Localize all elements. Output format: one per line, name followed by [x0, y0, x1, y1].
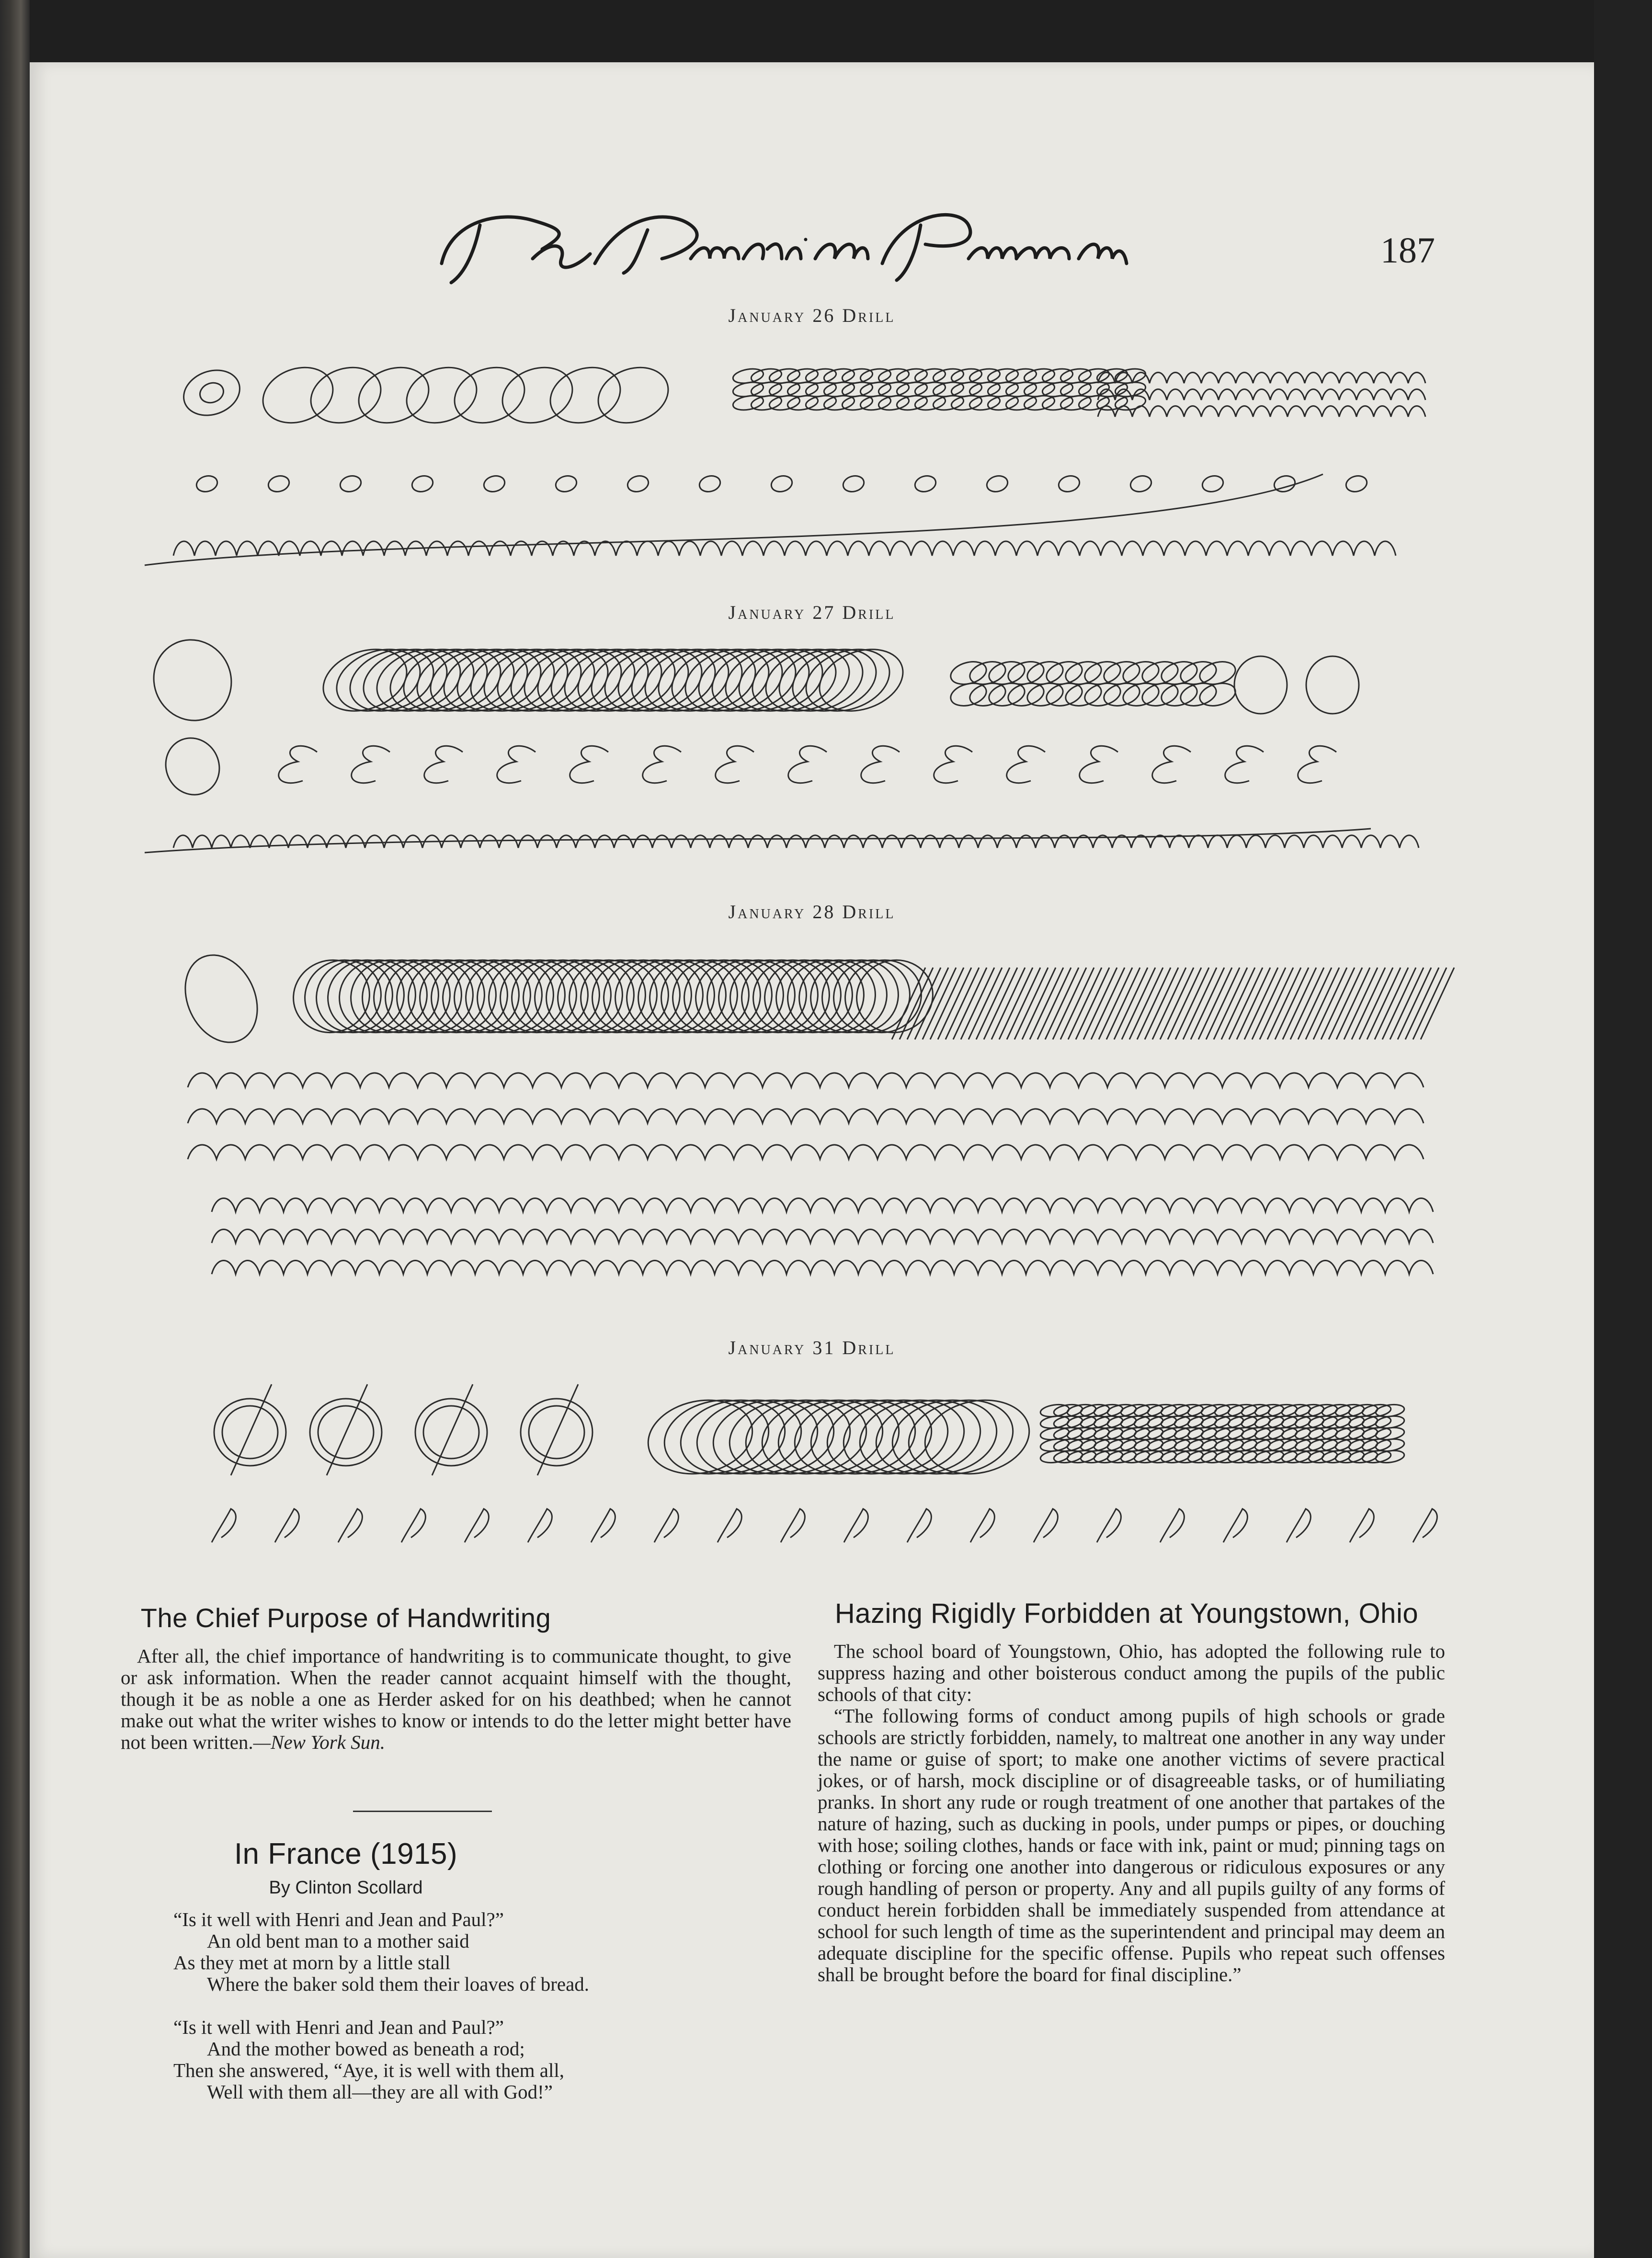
oval-stroke [800, 949, 897, 1043]
letter-stroke [279, 746, 317, 783]
scan-background [1594, 0, 1652, 2258]
slant-stroke [231, 1384, 272, 1475]
slant-stroke [432, 1384, 473, 1475]
drill-specimen-jan26 [30, 331, 1594, 580]
oval-stroke [639, 949, 736, 1043]
numeral-stroke [275, 1509, 299, 1542]
oval-stroke [570, 949, 667, 1043]
article-heading: The Chief Purpose of Handwriting [140, 1603, 551, 1633]
page-number: 187 [1380, 230, 1435, 271]
numeral-stroke [1223, 1509, 1247, 1542]
drill-title: January 31 Drill [728, 1337, 896, 1358]
letter-stroke [482, 474, 507, 494]
numeral-stroke [970, 1509, 994, 1542]
letter-stroke [698, 474, 722, 494]
oval-stroke [444, 949, 541, 1043]
oval-stroke [1306, 656, 1359, 714]
drill-specimen-jan31 [30, 1365, 1594, 1547]
oval-stroke [812, 949, 909, 1043]
letter-stroke [1098, 373, 1425, 384]
oval-stroke [283, 949, 380, 1043]
letter-stroke [173, 541, 1396, 556]
oval-stroke [766, 949, 863, 1043]
letter-stroke [1201, 474, 1225, 494]
letter-stroke [188, 1073, 1424, 1087]
oval-stroke [1197, 680, 1238, 709]
oval-stroke [329, 949, 426, 1043]
oval-stroke [547, 949, 644, 1043]
letter-stroke [352, 746, 390, 783]
letter-stroke [985, 474, 1010, 494]
magazine-page [30, 62, 1594, 2258]
numeral-stroke [1097, 1509, 1121, 1542]
article-body [818, 1641, 1445, 1985]
oval-stroke [421, 949, 518, 1043]
oval-stroke [352, 949, 449, 1043]
letter-stroke [1098, 406, 1425, 417]
oval-stroke [433, 949, 529, 1043]
oval-stroke [731, 949, 828, 1043]
letter-stroke [861, 746, 900, 783]
oval-stroke [513, 949, 610, 1043]
letter-stroke [842, 474, 866, 494]
numeral-stroke [528, 1509, 552, 1542]
poem-line: As they met at morn by a little stall [173, 1951, 451, 1973]
letter-stroke [1152, 746, 1191, 783]
numeral-stroke [654, 1509, 678, 1542]
letter-stroke [1273, 474, 1297, 494]
section-divider [353, 1811, 492, 1812]
oval-stroke [628, 949, 725, 1043]
oval-stroke [501, 949, 598, 1043]
numeral-stroke [1034, 1509, 1058, 1542]
oval-stroke [141, 627, 245, 733]
drill-specimen-jan28 [30, 924, 1594, 1308]
poem-line: Where the baker sold them their loaves of bread. [207, 1973, 590, 1995]
poem-line: An old bent man to a mother said [207, 1930, 469, 1952]
numeral-stroke [844, 1509, 868, 1542]
poem-body [173, 1909, 772, 2124]
poem-line: “Is it well with Henri and Jean and Paul?” [173, 2016, 504, 2038]
article-heading: Hazing Rigidly Forbidden at Youngstown, Ohio [834, 1598, 1419, 1629]
oval-stroke [295, 949, 391, 1043]
article-source: —New York Sun. [253, 1731, 385, 1753]
drill-title: January 27 Drill [728, 602, 896, 623]
oval-stroke [467, 949, 564, 1043]
letter-stroke [1007, 746, 1045, 783]
numeral-stroke [907, 1509, 931, 1542]
oval-stroke [685, 949, 782, 1043]
oval-stroke [662, 949, 759, 1043]
letter-stroke [195, 474, 219, 494]
oval-stroke [1234, 656, 1287, 714]
poem-stanza [173, 1909, 772, 1995]
letter-stroke [554, 474, 579, 494]
article-quote: “The following forms of conduct among pupils of high schools or grade schools are strictly forbidden, namely, to maltreat one another in any way under the name or guise of sport; to make one another victims of severe practical jokes, or of harsh, mock discipline or of disagreeable tasks, or of humiliating pranks. In short any rude or rough treatment of one another that partakes of the nature of hazing, such as ducking in pools, under pumps or pipes, or douching with hose; soiling clothes, hands or face with ink, paint or mud; pinning tags on clothing or forcing one another into dangerous or ridiculous exposures or any rough handling of person or property. Any and all pupils guilty of any forms of conduct herein forbidden shall be immediately suspended from attendance at school for such length of time as the superintendent and principal may deem an adequate discipline for the specific offense. Pupils who repeat such offenses shall be brought before the board for final discipline.” [818, 1705, 1445, 1985]
oval-stroke [375, 949, 472, 1043]
oval-stroke [582, 949, 679, 1043]
oval-stroke [341, 949, 437, 1043]
oval-stroke [743, 949, 840, 1043]
letter-stroke [770, 474, 794, 494]
letter-stroke [1129, 474, 1153, 494]
letter-stroke [934, 746, 972, 783]
oval-stroke [490, 949, 587, 1043]
letter-stroke [173, 835, 1419, 848]
letter-stroke [1298, 746, 1336, 783]
letter-stroke [410, 474, 435, 494]
slant-stroke [327, 1384, 367, 1475]
numeral-stroke [212, 1509, 236, 1542]
letter-stroke [188, 1109, 1424, 1123]
numeral-stroke [781, 1509, 805, 1542]
article-paragraph: The school board of Youngstown, Ohio, has adopted the following rule to suppress hazing and other boisterous conduct among the pupils of the public schools of that city: [818, 1640, 1445, 1705]
drill-specimen-jan27 [30, 627, 1594, 867]
oval-stroke [306, 949, 403, 1043]
oval-stroke [651, 949, 748, 1043]
letter-stroke [1344, 474, 1369, 494]
article-paragraph: After all, the chief importance of handwriting is to communicate thought, to give or ask information. When the reader cannot acquaint himself with the thought, though it be as noble a one as Herder asked for on his deathbed; when he cannot make out what the writer wishes to know or intends to do the letter might better have not been written. [121, 1645, 791, 1753]
letter-stroke [212, 1261, 1433, 1275]
letter-stroke [1057, 474, 1082, 494]
oval-stroke [318, 949, 414, 1043]
oval-stroke [524, 949, 621, 1043]
oval-stroke [197, 380, 227, 406]
letter-stroke [626, 474, 650, 494]
poem-byline: By Clinton Scollard [269, 1878, 423, 1898]
poem-title: In France (1915) [234, 1837, 458, 1870]
letter-stroke [212, 1198, 1433, 1212]
oval-stroke [823, 949, 920, 1043]
oval-stroke [593, 949, 690, 1043]
oval-stroke [708, 949, 805, 1043]
oval-stroke [789, 949, 886, 1043]
numeral-stroke [401, 1509, 425, 1542]
book-gutter [0, 0, 30, 2258]
poem-line: “Is it well with Henri and Jean and Paul?” [173, 1908, 504, 1930]
letter-stroke [913, 474, 938, 494]
oval-stroke [157, 729, 228, 803]
letter-stroke [212, 1230, 1433, 1243]
oval-stroke [456, 949, 552, 1043]
numeral-stroke [338, 1509, 362, 1542]
oval-stroke [720, 949, 817, 1043]
poem-stanza [173, 2017, 772, 2103]
numeral-stroke [1350, 1509, 1374, 1542]
oval-stroke [364, 949, 460, 1043]
oval-stroke [754, 949, 851, 1043]
masthead-logotype [422, 192, 1151, 297]
letter-stroke [788, 746, 827, 783]
letter-stroke [424, 746, 463, 783]
oval-stroke [387, 949, 483, 1043]
oval-stroke [536, 949, 633, 1043]
letter-stroke [267, 474, 291, 494]
letter-stroke [716, 746, 754, 783]
letter-stroke [1080, 746, 1118, 783]
oval-stroke [398, 949, 495, 1043]
drill-title: January 26 Drill [728, 305, 896, 326]
letter-stroke [570, 746, 608, 783]
letter-stroke [1098, 389, 1425, 400]
oval-stroke [177, 363, 246, 423]
oval-stroke [777, 949, 874, 1043]
numeral-stroke [1287, 1509, 1310, 1542]
numeral-stroke [718, 1509, 741, 1542]
poem-line: Then she answered, “Aye, it is well with them all, [173, 2059, 565, 2081]
numeral-stroke [1160, 1509, 1184, 1542]
letter-stroke [497, 746, 535, 783]
oval-stroke [697, 949, 794, 1043]
oval-stroke [605, 949, 702, 1043]
oval-stroke [479, 949, 575, 1043]
letter-stroke [339, 474, 363, 494]
poem-line: And the mother bowed as beneath a rod; [207, 2038, 525, 2060]
oval-stroke [410, 949, 506, 1043]
oval-stroke [835, 949, 932, 1043]
oval-stroke [616, 949, 713, 1043]
oval-stroke [559, 949, 656, 1043]
letter-stroke [1225, 746, 1264, 783]
oval-stroke [171, 943, 271, 1054]
numeral-stroke [465, 1509, 489, 1542]
numeral-stroke [1413, 1509, 1437, 1542]
slant-stroke [537, 1384, 578, 1475]
letter-stroke [643, 746, 681, 783]
numeral-stroke [591, 1509, 615, 1542]
letter-stroke [188, 1145, 1424, 1159]
article-body [121, 1645, 791, 1753]
oval-stroke [846, 949, 943, 1043]
drill-title: January 28 Drill [728, 901, 896, 923]
poem-line: Well with them all—they are all with God!” [207, 2081, 553, 2103]
oval-stroke [674, 949, 771, 1043]
